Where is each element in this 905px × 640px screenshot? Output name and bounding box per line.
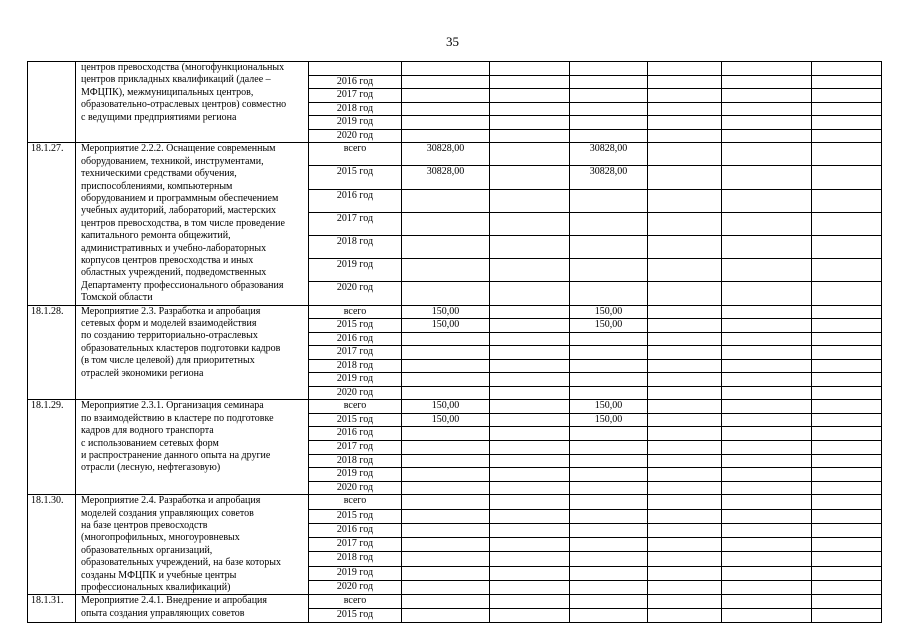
column-3-cell xyxy=(570,259,648,282)
item-description: Мероприятие 2.2.2. Оснащение современным оборудованием, техникой, инструментами, техническими средствами обучения, приспособлениями, компьютерным оборудованием и программным обеспечением учебных аудиторий, лабораторий, мастерских центров превосходства, в том числе проведение капитального ремонта общежитий, административных и учебно-лабораторных корпусов центров превосходства и иных областных учреждений, подведомственных Департаменту профессионального образования Томской области xyxy=(81,143,285,304)
total-cell xyxy=(402,282,490,305)
empty-cell xyxy=(648,259,722,282)
empty-cell xyxy=(648,495,722,509)
empty-cell xyxy=(722,359,812,373)
total-cell xyxy=(402,538,490,552)
empty-cell xyxy=(812,129,882,143)
empty-cell xyxy=(648,143,722,166)
column-2-cell xyxy=(490,75,570,89)
column-2-cell xyxy=(490,212,570,235)
column-2-cell xyxy=(490,346,570,360)
empty-cell xyxy=(722,282,812,305)
empty-cell xyxy=(722,413,812,427)
empty-cell xyxy=(812,454,882,468)
empty-cell xyxy=(722,400,812,414)
column-3-cell: 30828,00 xyxy=(570,143,648,166)
year-cell: 2015 год xyxy=(309,509,402,523)
table-row xyxy=(28,305,882,319)
empty-cell xyxy=(812,386,882,400)
empty-cell xyxy=(648,102,722,116)
year-cell: 2018 год xyxy=(309,235,402,258)
empty-cell xyxy=(812,332,882,346)
empty-cell xyxy=(812,102,882,116)
year-cell: 2016 год xyxy=(309,523,402,537)
total-cell xyxy=(402,373,490,387)
empty-cell xyxy=(812,305,882,319)
column-2-cell xyxy=(490,62,570,76)
column-2-cell xyxy=(490,495,570,509)
empty-cell xyxy=(648,89,722,103)
column-3-cell: 150,00 xyxy=(570,319,648,333)
empty-cell xyxy=(812,427,882,441)
column-3-cell xyxy=(570,89,648,103)
empty-cell xyxy=(648,566,722,580)
column-3-cell xyxy=(570,454,648,468)
total-cell xyxy=(402,481,490,495)
empty-cell xyxy=(812,89,882,103)
empty-cell xyxy=(648,454,722,468)
total-cell xyxy=(402,359,490,373)
empty-cell xyxy=(648,427,722,441)
column-2-cell xyxy=(490,305,570,319)
item-description: Мероприятие 2.4. Разработка и апробация моделей создания управляющих советов на базе центров превосходств (многопрофильных, многоуровневых образовательных организаций, образовательных учреждений, на базе которых созданы МФЦПК и учебные центры профессиональных квалификаций) xyxy=(81,495,281,594)
column-3-cell: 150,00 xyxy=(570,305,648,319)
year-cell: 2019 год xyxy=(309,116,402,130)
empty-cell xyxy=(722,189,812,212)
column-3-cell xyxy=(570,566,648,580)
year-cell: 2018 год xyxy=(309,454,402,468)
column-2-cell xyxy=(490,468,570,482)
total-cell xyxy=(402,509,490,523)
empty-cell xyxy=(812,468,882,482)
empty-cell xyxy=(812,235,882,258)
column-3-cell xyxy=(570,212,648,235)
year-cell: 2020 год xyxy=(309,581,402,595)
column-3-cell xyxy=(570,468,648,482)
total-cell xyxy=(402,427,490,441)
empty-cell xyxy=(812,359,882,373)
empty-cell xyxy=(812,538,882,552)
total-cell xyxy=(402,595,490,609)
empty-cell xyxy=(648,441,722,455)
empty-cell xyxy=(722,346,812,360)
total-cell xyxy=(402,441,490,455)
year-cell: 2017 год xyxy=(309,538,402,552)
empty-cell xyxy=(812,116,882,130)
total-cell xyxy=(402,235,490,258)
column-3-cell xyxy=(570,495,648,509)
column-3-cell xyxy=(570,538,648,552)
total-cell xyxy=(402,552,490,566)
empty-cell xyxy=(648,346,722,360)
column-2-cell xyxy=(490,566,570,580)
year-cell: 2016 год xyxy=(309,427,402,441)
column-3-cell: 150,00 xyxy=(570,400,648,414)
empty-cell xyxy=(648,116,722,130)
column-2-cell xyxy=(490,235,570,258)
year-cell: 2018 год xyxy=(309,552,402,566)
item-number xyxy=(28,62,76,143)
total-cell xyxy=(402,116,490,130)
empty-cell xyxy=(812,581,882,595)
year-cell: всего xyxy=(309,400,402,414)
empty-cell xyxy=(648,359,722,373)
table-row xyxy=(28,143,882,166)
column-3-cell xyxy=(570,332,648,346)
empty-cell xyxy=(722,102,812,116)
total-cell xyxy=(402,609,490,623)
column-3-cell xyxy=(570,75,648,89)
year-cell: 2019 год xyxy=(309,468,402,482)
page-number: 35 xyxy=(446,34,459,49)
year-cell: 2015 год xyxy=(309,319,402,333)
year-cell: 2016 год xyxy=(309,75,402,89)
column-2-cell xyxy=(490,332,570,346)
column-2-cell xyxy=(490,129,570,143)
year-cell: 2017 год xyxy=(309,89,402,103)
column-2-cell xyxy=(490,359,570,373)
empty-cell xyxy=(812,400,882,414)
empty-cell xyxy=(648,75,722,89)
empty-cell xyxy=(648,523,722,537)
column-3-cell xyxy=(570,552,648,566)
table-row xyxy=(28,62,882,76)
empty-cell xyxy=(812,413,882,427)
year-cell: 2020 год xyxy=(309,481,402,495)
empty-cell xyxy=(722,332,812,346)
column-2-cell xyxy=(490,595,570,609)
column-2-cell xyxy=(490,523,570,537)
column-2-cell xyxy=(490,116,570,130)
empty-cell xyxy=(648,373,722,387)
column-2-cell xyxy=(490,400,570,414)
item-description: центров превосходства (многофункциональных центров прикладных квалификаций (далее – МФЦПК), межмуниципальных центров, образовательно-отраслевых центров) совместно с ведущими предприятиями региона xyxy=(81,62,287,123)
item-description-cell xyxy=(76,400,309,495)
column-2-cell xyxy=(490,102,570,116)
empty-cell xyxy=(648,386,722,400)
column-3-cell xyxy=(570,189,648,212)
year-cell: 2020 год xyxy=(309,129,402,143)
empty-cell xyxy=(648,212,722,235)
column-2-cell xyxy=(490,481,570,495)
year-cell: 2019 год xyxy=(309,373,402,387)
empty-cell xyxy=(722,89,812,103)
empty-cell xyxy=(648,552,722,566)
empty-cell xyxy=(812,319,882,333)
empty-cell xyxy=(648,332,722,346)
table-row xyxy=(28,495,882,509)
empty-cell xyxy=(722,373,812,387)
column-3-cell xyxy=(570,427,648,441)
item-number: 18.1.28. xyxy=(28,305,76,400)
year-cell: всего xyxy=(309,495,402,509)
total-cell xyxy=(402,566,490,580)
item-description: Мероприятие 2.4.1. Внедрение и апробация опыта создания управляющих советов xyxy=(81,595,267,619)
empty-cell xyxy=(722,481,812,495)
empty-cell xyxy=(722,259,812,282)
empty-cell xyxy=(812,143,882,166)
column-3-cell xyxy=(570,62,648,76)
year-cell: 2016 год xyxy=(309,189,402,212)
empty-cell xyxy=(812,346,882,360)
total-cell: 150,00 xyxy=(402,305,490,319)
empty-cell xyxy=(722,116,812,130)
empty-cell xyxy=(648,581,722,595)
item-description: Мероприятие 2.3. Разработка и апробация сетевых форм и моделей взаимодействия по созданию территориально-отраслевых образовательных кластеров подготовки кадров (в том числе целевой) для приоритетных отраслей экономики региона xyxy=(81,305,281,379)
empty-cell xyxy=(812,509,882,523)
empty-cell xyxy=(648,319,722,333)
total-cell xyxy=(402,102,490,116)
empty-cell xyxy=(648,166,722,189)
column-3-cell: 30828,00 xyxy=(570,166,648,189)
item-description-cell xyxy=(76,62,309,143)
column-2-cell xyxy=(490,386,570,400)
item-description: Мероприятие 2.3.1. Организация семинара по взаимодействию в кластере по подготовке кадров для водного транспорта с использованием сетевых форм и распространение данного опыта на другие отрасли (лесную, нефтегазовую) xyxy=(81,400,274,474)
column-2-cell xyxy=(490,509,570,523)
total-cell xyxy=(402,454,490,468)
column-2-cell xyxy=(490,552,570,566)
year-cell: 2017 год xyxy=(309,346,402,360)
program-table xyxy=(27,61,882,623)
total-cell xyxy=(402,332,490,346)
column-3-cell xyxy=(570,116,648,130)
year-cell: 2015 год xyxy=(309,166,402,189)
empty-cell xyxy=(722,386,812,400)
column-3-cell xyxy=(570,102,648,116)
total-cell: 150,00 xyxy=(402,319,490,333)
empty-cell xyxy=(722,319,812,333)
total-cell xyxy=(402,581,490,595)
column-2-cell xyxy=(490,189,570,212)
empty-cell xyxy=(648,282,722,305)
table-row xyxy=(28,400,882,414)
column-2-cell xyxy=(490,581,570,595)
empty-cell xyxy=(648,129,722,143)
empty-cell xyxy=(812,75,882,89)
total-cell: 30828,00 xyxy=(402,166,490,189)
empty-cell xyxy=(722,212,812,235)
empty-cell xyxy=(722,581,812,595)
empty-cell xyxy=(722,468,812,482)
empty-cell xyxy=(722,552,812,566)
item-number: 18.1.29. xyxy=(28,400,76,495)
empty-cell xyxy=(812,566,882,580)
column-3-cell xyxy=(570,509,648,523)
column-3-cell xyxy=(570,581,648,595)
column-3-cell xyxy=(570,386,648,400)
total-cell: 150,00 xyxy=(402,413,490,427)
item-description-cell xyxy=(76,305,309,400)
item-number: 18.1.31. xyxy=(28,595,76,622)
empty-cell xyxy=(812,259,882,282)
year-cell: 2015 год xyxy=(309,413,402,427)
empty-cell xyxy=(722,609,812,623)
year-cell: 2019 год xyxy=(309,259,402,282)
empty-cell xyxy=(722,595,812,609)
total-cell xyxy=(402,468,490,482)
column-3-cell xyxy=(570,346,648,360)
column-2-cell xyxy=(490,538,570,552)
empty-cell xyxy=(648,595,722,609)
column-2-cell xyxy=(490,89,570,103)
total-cell xyxy=(402,189,490,212)
column-3-cell xyxy=(570,129,648,143)
empty-cell xyxy=(648,481,722,495)
year-cell: 2018 год xyxy=(309,359,402,373)
empty-cell xyxy=(812,166,882,189)
empty-cell xyxy=(722,538,812,552)
item-number: 18.1.30. xyxy=(28,495,76,595)
empty-cell xyxy=(722,427,812,441)
year-cell: всего xyxy=(309,305,402,319)
empty-cell xyxy=(812,481,882,495)
table-row xyxy=(28,595,882,609)
year-cell xyxy=(309,62,402,76)
year-cell: 2019 год xyxy=(309,566,402,580)
empty-cell xyxy=(648,62,722,76)
empty-cell xyxy=(648,609,722,623)
empty-cell xyxy=(648,538,722,552)
empty-cell xyxy=(648,235,722,258)
column-2-cell xyxy=(490,319,570,333)
column-3-cell: 150,00 xyxy=(570,413,648,427)
empty-cell xyxy=(722,454,812,468)
empty-cell xyxy=(722,235,812,258)
column-3-cell xyxy=(570,235,648,258)
column-3-cell xyxy=(570,373,648,387)
column-3-cell xyxy=(570,282,648,305)
empty-cell xyxy=(722,441,812,455)
total-cell xyxy=(402,75,490,89)
column-2-cell xyxy=(490,413,570,427)
column-2-cell xyxy=(490,609,570,623)
year-cell: 2020 год xyxy=(309,282,402,305)
column-3-cell xyxy=(570,595,648,609)
column-2-cell xyxy=(490,259,570,282)
year-cell: 2020 год xyxy=(309,386,402,400)
year-cell: 2017 год xyxy=(309,212,402,235)
total-cell xyxy=(402,212,490,235)
empty-cell xyxy=(812,552,882,566)
column-2-cell xyxy=(490,427,570,441)
total-cell xyxy=(402,523,490,537)
empty-cell xyxy=(812,441,882,455)
year-cell: 2018 год xyxy=(309,102,402,116)
empty-cell xyxy=(812,609,882,623)
column-3-cell xyxy=(570,359,648,373)
empty-cell xyxy=(722,566,812,580)
total-cell xyxy=(402,129,490,143)
total-cell xyxy=(402,346,490,360)
column-2-cell xyxy=(490,143,570,166)
year-cell: всего xyxy=(309,143,402,166)
empty-cell xyxy=(722,166,812,189)
empty-cell xyxy=(812,373,882,387)
column-2-cell xyxy=(490,441,570,455)
empty-cell xyxy=(812,523,882,537)
item-number: 18.1.27. xyxy=(28,143,76,305)
total-cell: 30828,00 xyxy=(402,143,490,166)
empty-cell xyxy=(722,523,812,537)
total-cell xyxy=(402,62,490,76)
empty-cell xyxy=(648,400,722,414)
column-2-cell xyxy=(490,454,570,468)
empty-cell xyxy=(648,468,722,482)
column-2-cell xyxy=(490,166,570,189)
total-cell xyxy=(402,386,490,400)
total-cell xyxy=(402,259,490,282)
item-description-cell xyxy=(76,143,309,305)
empty-cell xyxy=(722,75,812,89)
total-cell xyxy=(402,89,490,103)
year-cell: 2017 год xyxy=(309,441,402,455)
column-3-cell xyxy=(570,609,648,623)
empty-cell xyxy=(812,595,882,609)
empty-cell xyxy=(648,509,722,523)
column-3-cell xyxy=(570,481,648,495)
empty-cell xyxy=(722,509,812,523)
empty-cell xyxy=(722,305,812,319)
column-3-cell xyxy=(570,523,648,537)
total-cell: 150,00 xyxy=(402,400,490,414)
year-cell: всего xyxy=(309,595,402,609)
item-description-cell xyxy=(76,595,309,622)
empty-cell xyxy=(812,282,882,305)
column-2-cell xyxy=(490,373,570,387)
column-3-cell xyxy=(570,441,648,455)
item-description-cell xyxy=(76,495,309,595)
column-2-cell xyxy=(490,282,570,305)
empty-cell xyxy=(722,143,812,166)
empty-cell xyxy=(812,212,882,235)
empty-cell xyxy=(722,62,812,76)
empty-cell xyxy=(812,495,882,509)
empty-cell xyxy=(648,413,722,427)
empty-cell xyxy=(648,189,722,212)
empty-cell xyxy=(812,62,882,76)
year-cell: 2016 год xyxy=(309,332,402,346)
empty-cell xyxy=(812,189,882,212)
empty-cell xyxy=(722,495,812,509)
empty-cell xyxy=(722,129,812,143)
total-cell xyxy=(402,495,490,509)
year-cell: 2015 год xyxy=(309,609,402,623)
empty-cell xyxy=(648,305,722,319)
